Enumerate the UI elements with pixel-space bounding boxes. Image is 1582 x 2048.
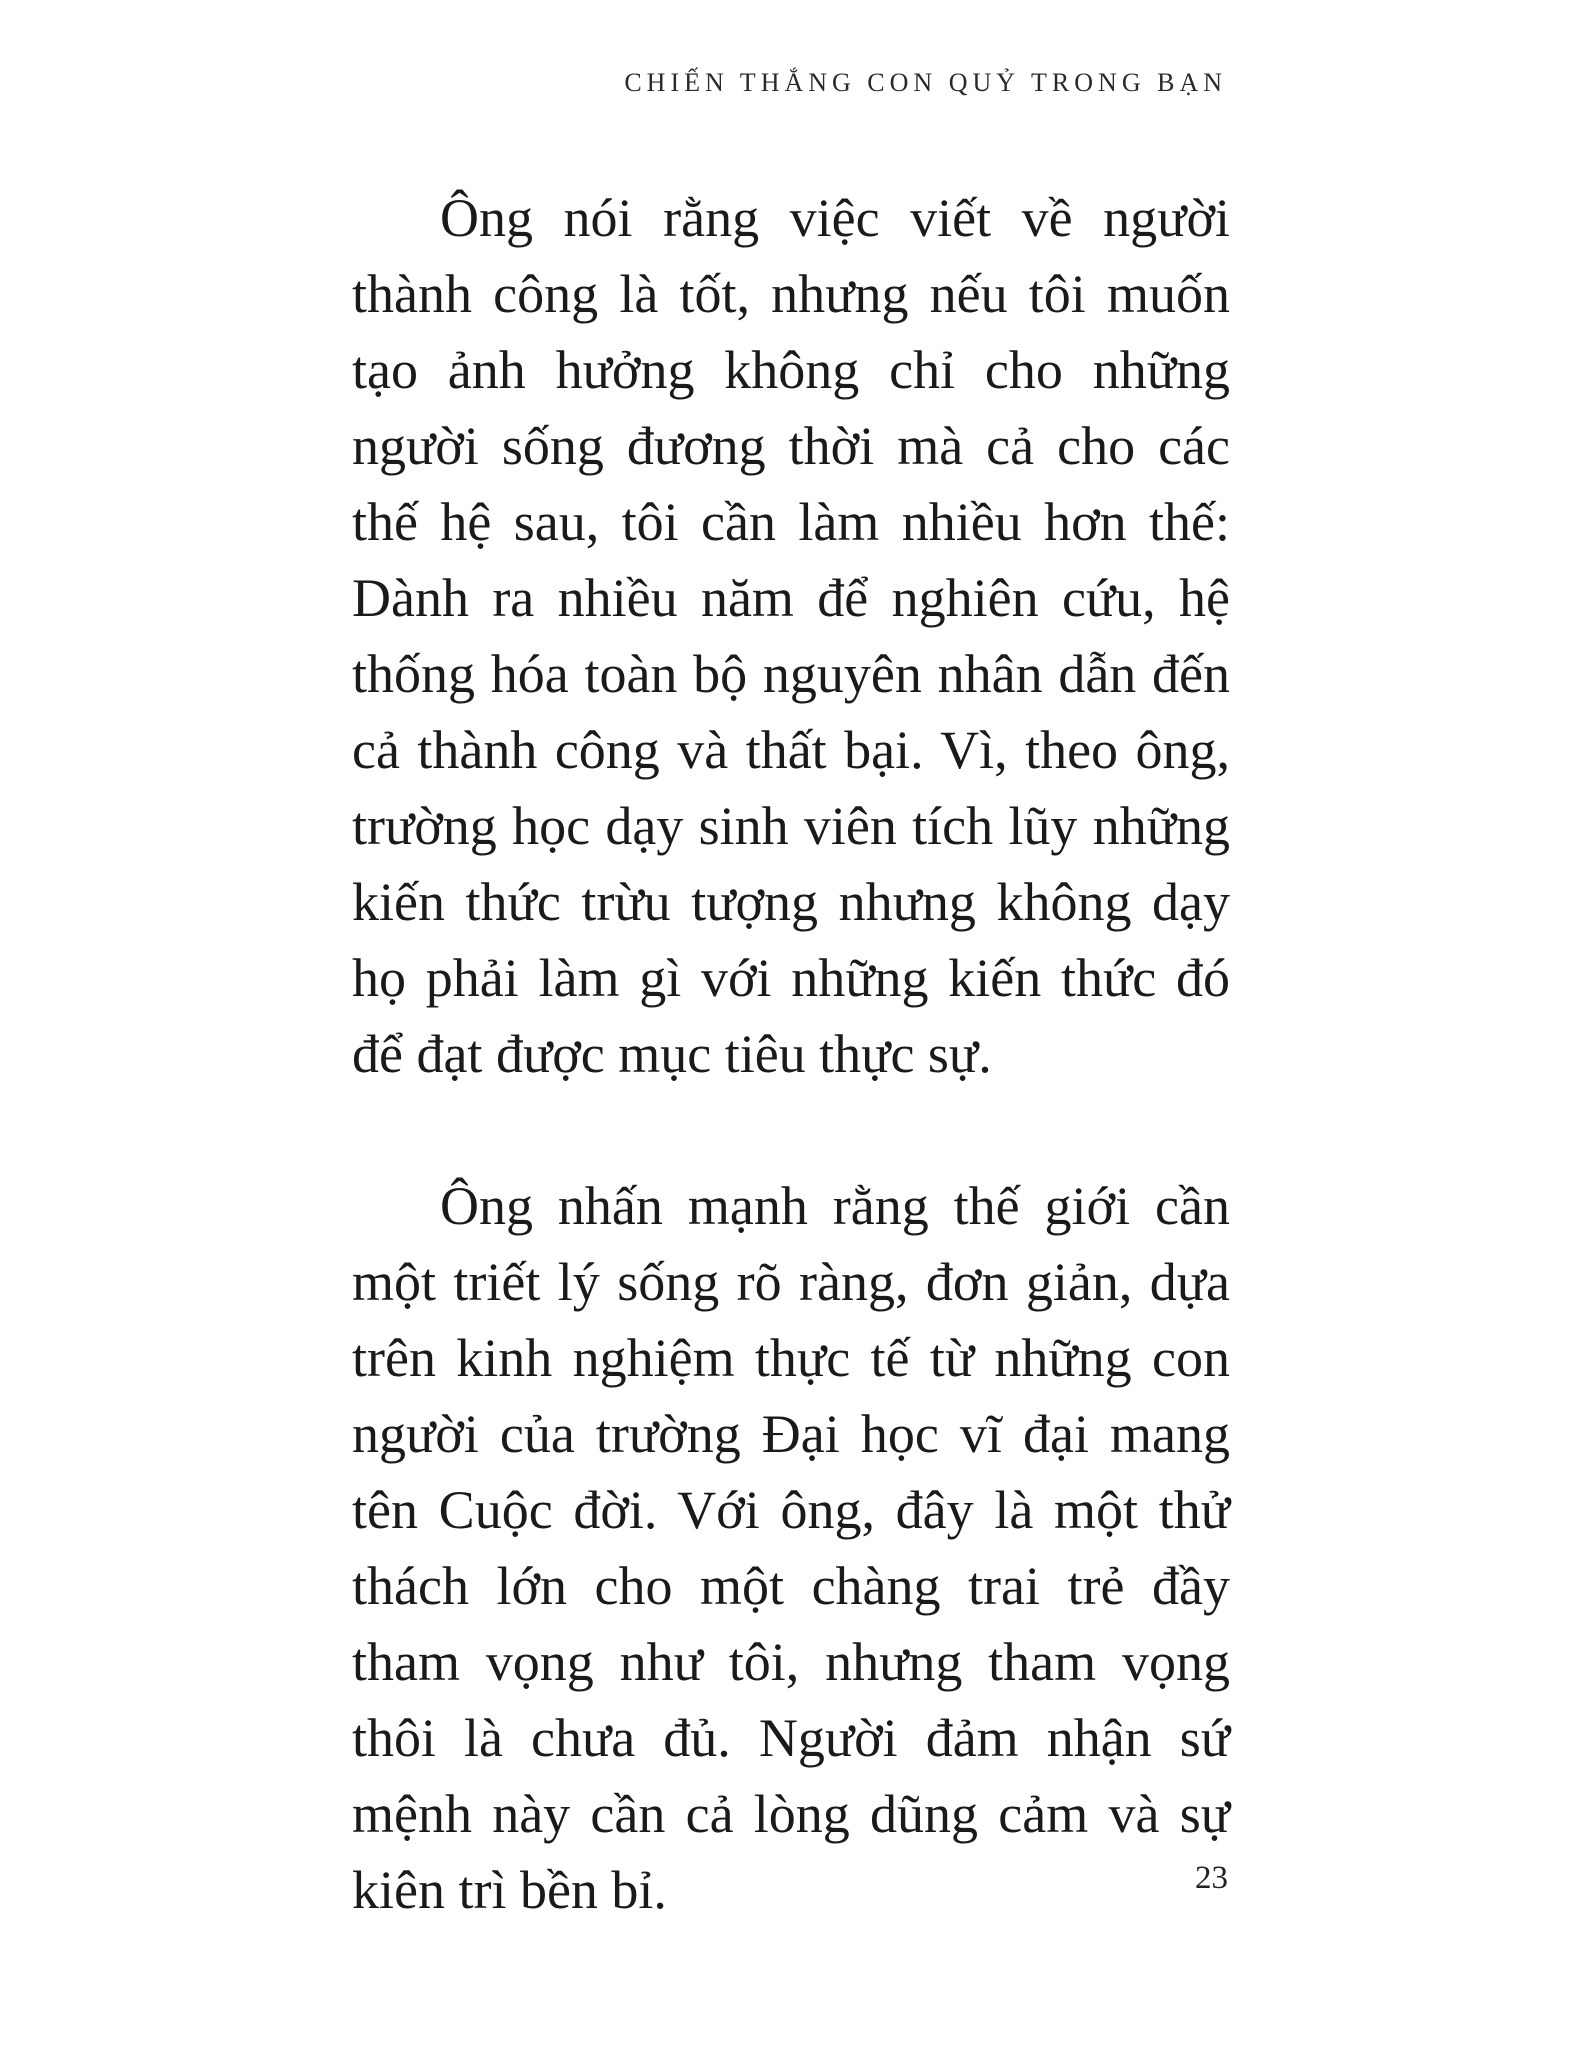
body-text bbox=[352, 180, 1230, 1928]
paragraph: Ông nhấn mạnh rằng thế giới cần một triết lý sống rõ ràng, đơn giản, dựa trên kinh nghiệm thực tế từ những con người của trường Đại học vĩ đại mang tên Cuộc đời. Với ông, đây là một thử thách lớn cho một chàng trai trẻ đầy tham vọng như tôi, nhưng tham vọng thôi là chưa đủ. Người đảm nhận sứ mệnh này cần cả lòng dũng cảm và sự kiên trì bền bỉ. bbox=[352, 1176, 1230, 1920]
running-head: CHIẾN THẮNG CON QUỶ TRONG BẠN bbox=[624, 68, 1227, 97]
page-number: 23 bbox=[1195, 1860, 1228, 1896]
paragraph: Ông nói rằng việc viết về người thành công là tốt, nhưng nếu tôi muốn tạo ảnh hưởng không chỉ cho những người sống đương thời mà cả cho các thế hệ sau, tôi cần làm nhiều hơn thế: Dành ra nhiều năm để nghiên cứu, hệ thống hóa toàn bộ nguyên nhân dẫn đến cả thành công và thất bại. Vì, theo ông, trường học dạy sinh viên tích lũy những kiến thức trừu tượng nhưng không dạy họ phải làm gì với những kiến thức đó để đạt được mục tiêu thực sự. bbox=[352, 188, 1230, 1084]
